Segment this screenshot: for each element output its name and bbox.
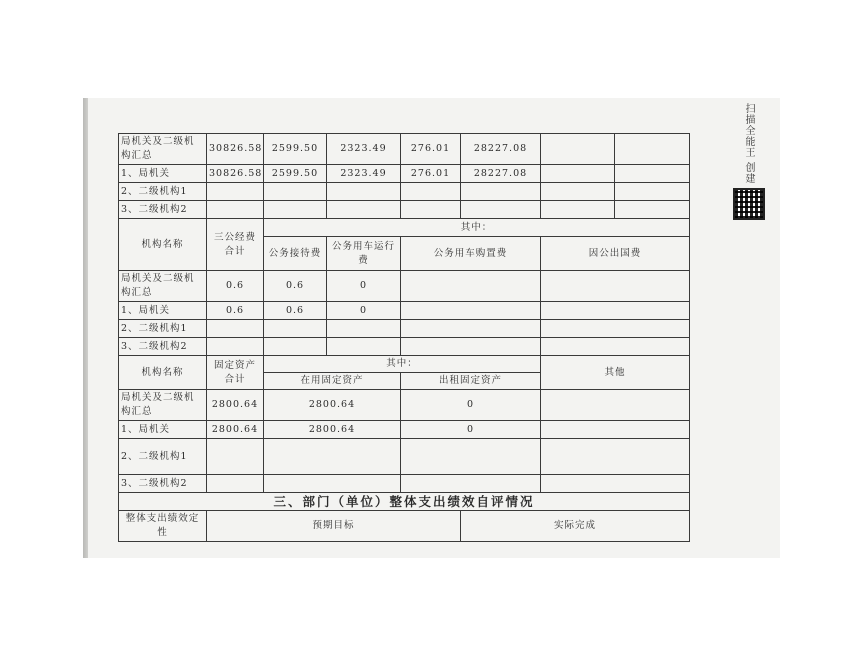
value-cell [207, 475, 264, 493]
table-row [119, 134, 690, 165]
org-name-cell: 1、局机关 [119, 302, 207, 320]
value-cell [541, 338, 690, 356]
value-cell [541, 320, 690, 338]
table-row [119, 475, 690, 493]
value-cell: 0.6 [207, 271, 264, 302]
value-cell: 0 [327, 302, 401, 320]
value-cell [264, 320, 327, 338]
value-cell [401, 271, 541, 302]
value-cell: 28227.08 [461, 134, 541, 165]
reception-fee-header: 公务接待费 [264, 237, 327, 271]
value-cell [401, 338, 541, 356]
abroad-fee-header: 因公出国费 [541, 237, 690, 271]
org-name-cell: 3、二级机构2 [119, 338, 207, 356]
value-cell: 30826.58 [207, 165, 264, 183]
value-cell: 2800.64 [264, 390, 401, 421]
value-cell: 2800.64 [264, 421, 401, 439]
value-cell [401, 320, 541, 338]
section-title: 三、部门（单位）整体支出绩效自评情况 [119, 493, 690, 511]
value-cell: 0.6 [207, 302, 264, 320]
org-name-cell: 局机关及二级机构汇总 [119, 134, 207, 165]
value-cell [207, 338, 264, 356]
value-cell [541, 165, 615, 183]
value-cell [327, 183, 401, 201]
value-cell [207, 439, 264, 475]
performance-label-cell: 整体支出绩效定性 [119, 511, 207, 542]
value-cell [264, 475, 401, 493]
value-cell [264, 183, 327, 201]
value-cell [207, 183, 264, 201]
value-cell [461, 183, 541, 201]
value-cell [401, 302, 541, 320]
qr-code-icon [733, 188, 765, 220]
value-cell [401, 183, 461, 201]
qizhong-header: 其中： [264, 219, 690, 237]
value-cell: 276.01 [401, 134, 461, 165]
value-cell: 0 [401, 421, 541, 439]
value-cell [327, 338, 401, 356]
value-cell: 0 [401, 390, 541, 421]
value-cell [207, 201, 264, 219]
org-name-header: 机构名称 [119, 356, 207, 390]
org-name-cell: 局机关及二级机构汇总 [119, 271, 207, 302]
fixed-asset-total-header: 固定资产合计 [207, 356, 264, 390]
org-name-cell: 1、局机关 [119, 165, 207, 183]
value-cell: 2323.49 [327, 134, 401, 165]
value-cell [615, 183, 690, 201]
value-cell [541, 421, 690, 439]
value-cell [401, 475, 541, 493]
value-cell [264, 439, 401, 475]
value-cell: 2800.64 [207, 390, 264, 421]
value-cell [461, 201, 541, 219]
org-name-cell: 2、二级机构1 [119, 183, 207, 201]
value-cell: 2599.50 [264, 165, 327, 183]
org-name-cell: 2、二级机构1 [119, 439, 207, 475]
table-row [119, 201, 690, 219]
value-cell [541, 183, 615, 201]
org-name-cell: 1、局机关 [119, 421, 207, 439]
value-cell [264, 201, 327, 219]
value-cell [401, 439, 541, 475]
scanner-watermark [733, 103, 765, 220]
qizhong-header: 其中： [264, 356, 541, 373]
value-cell [207, 320, 264, 338]
table-row [119, 439, 690, 475]
other-header: 其他 [541, 356, 690, 390]
actual-completion-header: 实际完成 [461, 511, 690, 542]
table-row [119, 302, 690, 320]
section-title-row [119, 493, 690, 511]
vehicle-run-fee-header: 公务用车运行费 [327, 237, 401, 271]
value-cell: 276.01 [401, 165, 461, 183]
value-cell: 0.6 [264, 302, 327, 320]
value-cell [615, 201, 690, 219]
value-cell [327, 201, 401, 219]
value-cell [541, 439, 690, 475]
vehicle-purchase-fee-header: 公务用车购置费 [401, 237, 541, 271]
value-cell [541, 134, 615, 165]
value-cell [541, 475, 690, 493]
table-row [119, 390, 690, 421]
table-row [119, 271, 690, 302]
table-row [119, 183, 690, 201]
value-cell [615, 134, 690, 165]
value-cell [541, 271, 690, 302]
value-cell: 2323.49 [327, 165, 401, 183]
expected-target-header: 预期目标 [207, 511, 461, 542]
value-cell [541, 302, 690, 320]
value-cell [541, 390, 690, 421]
org-name-cell: 3、二级机构2 [119, 475, 207, 493]
org-name-cell: 3、二级机构2 [119, 201, 207, 219]
table-header-row [119, 219, 690, 237]
value-cell [401, 201, 461, 219]
value-cell: 0 [327, 271, 401, 302]
table-row [119, 165, 690, 183]
org-name-header: 机构名称 [119, 219, 207, 271]
in-use-asset-header: 在用固定资产 [264, 373, 401, 390]
table-row [119, 421, 690, 439]
value-cell: 0.6 [264, 271, 327, 302]
table-row [119, 511, 690, 542]
table-header-row [119, 356, 690, 373]
value-cell: 2599.50 [264, 134, 327, 165]
value-cell: 28227.08 [461, 165, 541, 183]
three-public-total-header: 三公经费合计 [207, 219, 264, 271]
value-cell [264, 338, 327, 356]
rented-asset-header: 出租固定资产 [401, 373, 541, 390]
value-cell [541, 201, 615, 219]
value-cell [327, 320, 401, 338]
value-cell: 30826.58 [207, 134, 264, 165]
budget-form-table [118, 133, 690, 542]
org-name-cell: 局机关及二级机构汇总 [119, 390, 207, 421]
watermark-text: 扫描全能王 创建 [743, 103, 754, 185]
value-cell [615, 165, 690, 183]
table-row [119, 338, 690, 356]
value-cell: 2800.64 [207, 421, 264, 439]
org-name-cell: 2、二级机构1 [119, 320, 207, 338]
table-row [119, 320, 690, 338]
